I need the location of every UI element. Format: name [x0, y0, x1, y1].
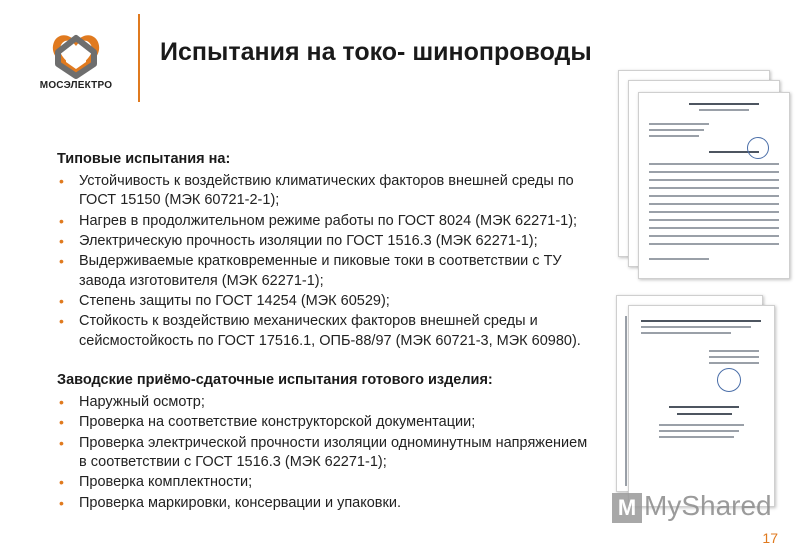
type-tests-list [57, 172, 597, 352]
list-item: • Проверка электрической прочности изоляции одноминутным напряжением в соответствии с ГОСТ 1516.3 (МЭК 62271-1); [57, 434, 597, 472]
list-item: • Проверка на соответствие конструкторской документации; [57, 413, 597, 432]
list-item: • Степень защиты по ГОСТ 14254 (МЭК 60529); [57, 292, 597, 311]
type-tests-heading: Типовые испытания на: [57, 151, 231, 167]
watermark-logo [612, 490, 772, 523]
company-logo [36, 24, 116, 104]
page-title: Испытания на токо- шинопроводы [160, 38, 592, 66]
stamp-icon [717, 368, 741, 392]
list-item: • Стойкость к воздействию механических факторов внешней среды и сейсмостойкость по ГОСТ 17516.1, ОПБ-88/97 (МЭК 60721-3, МЭК 60980). [57, 312, 597, 350]
logo-text: МОСЭЛЕКТРО [39, 80, 113, 91]
list-item: • Выдерживаемые кратковременные и пиковые токи в соответствии с ТУ завода изготовителя (МЭК 62271-1); [57, 252, 597, 290]
document-page-front [638, 92, 790, 279]
logo-heart-icon [36, 24, 116, 84]
test-report-documents-image [608, 70, 788, 270]
list-item: • Устойчивость к воздействию климатических факторов внешней среды по ГОСТ 15150 (МЭК 60721-2-1); [57, 172, 597, 210]
factory-tests-heading: Заводские приёмо-сдаточные испытания готового изделия: [57, 372, 493, 388]
test-protocol-documents-image [616, 295, 776, 510]
list-item: • Нагрев в продолжительном режиме работы по ГОСТ 8024 (МЭК 62271-1); [57, 212, 597, 231]
list-item: • Проверка комплектности; [57, 473, 597, 492]
list-item: • Наружный осмотр; [57, 393, 597, 412]
list-item: • Проверка маркировки, консервации и упаковки. [57, 494, 597, 513]
watermark-icon: M [612, 493, 642, 523]
page-number: 17 [762, 530, 778, 546]
list-item: • Электрическую прочность изоляции по ГОСТ 1516.3 (МЭК 62271-1); [57, 232, 597, 251]
watermark-text: MyShared [644, 490, 772, 521]
protocol-page-front [628, 305, 775, 507]
header-divider [138, 14, 140, 102]
factory-tests-list [57, 393, 597, 514]
stamp-icon [747, 137, 769, 159]
